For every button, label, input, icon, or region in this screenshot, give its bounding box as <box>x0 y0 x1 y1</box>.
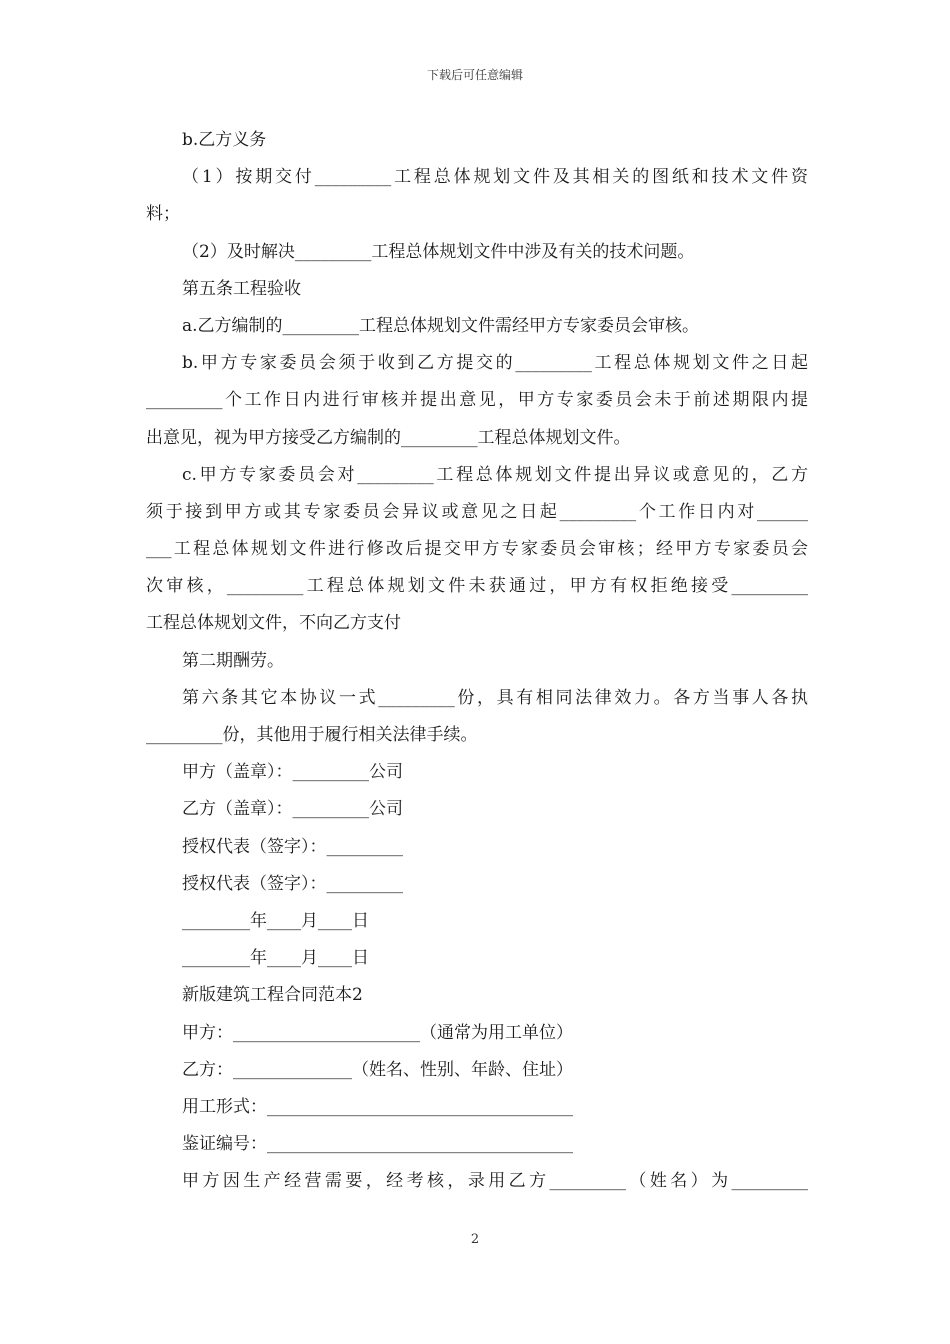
text-line: a.乙方编制的_________工程总体规划文件需经甲方专家委员会审核。 <box>182 315 700 336</box>
text-line: ________年____月____日 <box>182 910 369 931</box>
text-line: （1）按期交付_________工程总体规划文件及其相关的图纸和技术文件资 <box>182 167 808 188</box>
text-line: 工程总体规划文件，不向乙方支付 <box>146 613 401 634</box>
text-line: 须于接到甲方或其专家委员会异议或意见之日起_________个工作日内对______ <box>146 501 808 522</box>
text-line: b.乙方义务 <box>182 130 267 150</box>
text-line: 甲方（盖章）：_________公司 <box>182 762 403 783</box>
text-line: 第六条其它本协议一式_________份，具有相同法律效力。各方当事人各执 <box>182 687 808 708</box>
page-number: 2 <box>470 1232 480 1247</box>
text-line: 授权代表（签字）：_________ <box>182 836 403 857</box>
text-line: 甲方：______________________（通常为用工单位） <box>182 1022 573 1043</box>
text-line: 乙方（盖章）：_________公司 <box>182 799 403 820</box>
page-header: 下载后可任意编辑 <box>426 68 523 82</box>
text-line: 次审核，_________工程总体规划文件未获通过，甲方有权拒绝接受_________ <box>146 576 808 597</box>
text-line: 第二期酬劳。 <box>182 650 284 671</box>
text-line: c.甲方专家委员会对_________工程总体规划文件提出异议或意见的，乙方 <box>182 464 808 485</box>
text-line: 乙方：______________（姓名、性别、年龄、住址） <box>182 1059 573 1080</box>
text-line: ________年____月____日 <box>182 948 369 969</box>
text-line: b.甲方专家委员会须于收到乙方提交的_________工程总体规划文件之日起 <box>182 353 808 374</box>
text-line: _________份，其他用于履行相关法律手续。 <box>146 725 478 745</box>
text-line: _________个工作日内进行审核并提出意见，甲方专家委员会未于前述期限内提 <box>146 390 808 411</box>
text-line: （2）及时解决_________工程总体规划文件中涉及有关的技术问题。 <box>182 241 695 262</box>
text-line: 新版建筑工程合同范本2 <box>182 985 363 1006</box>
text-line: 出意见，视为甲方接受乙方编制的_________工程总体规划文件。 <box>146 427 631 448</box>
text-line: 料； <box>146 204 180 225</box>
text-line: 第五条工程验收 <box>182 278 301 299</box>
text-line: 授权代表（签字）：_________ <box>182 873 403 894</box>
document-body <box>146 122 808 1200</box>
text-line: 用工形式：____________________________________ <box>182 1096 573 1117</box>
text-line: 甲方因生产经营需要，经考核，录用乙方_________（姓名）为_________ <box>182 1171 808 1192</box>
text-line: ___工程总体规划文件进行修改后提交甲方专家委员会审核；经甲方专家委员会 <box>146 539 808 560</box>
text-line: 鉴证编号：____________________________________ <box>182 1134 573 1155</box>
